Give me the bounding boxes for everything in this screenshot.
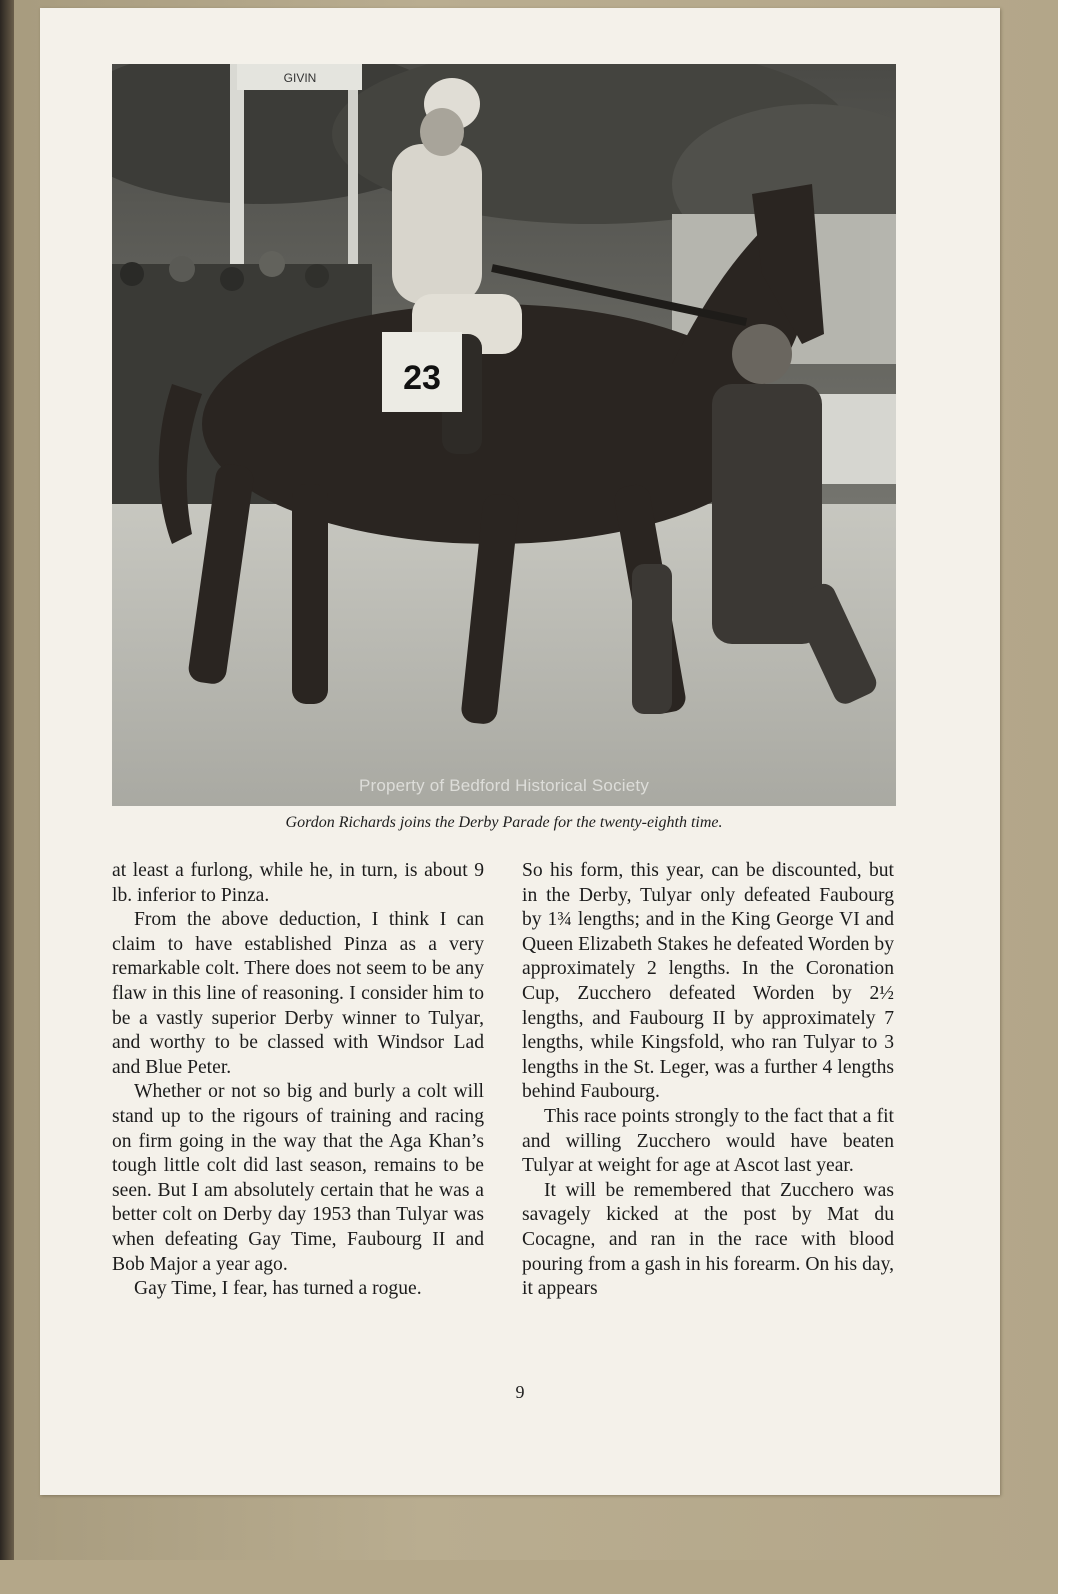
photo-caption: Gordon Richards joins the Derby Parade for the twenty-eighth time. [285, 814, 723, 831]
page-number: 9 [515, 1382, 525, 1402]
paragraph: Whether or not so big and burly a colt will stand up to the rigours of training and racing on firm going in the way that the Aga Khan’s tough little colt did last season, remains to be seen. But I am absolutely certain that he was a better colt on Derby day 1953 than Tulyar was when defeating Gay Time, Faubourg II and Bob Major a year ago. [112, 1081, 484, 1275]
paragraph: So his form, this year, can be discounted, but in the Derby, Tulyar only defeated Faubourg by 1¾ lengths; and in the King George VI and Queen Elizabeth Stakes he defeated Worden by approximately 2 lengths. In the Coronation Cup, Zucchero defeated Worden by 2½ lengths, and Faubourg II by approximately 7 lengths, while Kingsfold, who ran Tulyar to 3 lengths in the St. Leger, was a further 4 lengths behind Faubourg. [522, 860, 894, 1103]
photograph [112, 64, 896, 806]
paragraph: This race points strongly to the fact that a fit and willing Zucchero would have beaten Tulyar at weight for age at Ascot last year. [522, 1105, 894, 1177]
paragraph: at least a furlong, while he, in turn, is about 9 lb. inferior to Pinza. [112, 860, 484, 906]
text-column-right [522, 859, 894, 1302]
stand-post-left [230, 64, 244, 274]
saddle-cloth-number: 23 [403, 359, 441, 397]
paragraph: From the above deduction, I think I can claim to have established Pinza as a very remarkable colt. There does not seem to be any flaw in this line of reasoning. I consider him to be a vastly superior Derby winner to Tulyar, and worthy to be classed with Windsor Lad and Blue Peter. [112, 909, 484, 1078]
watermark: Property of Bedford Historical Society [358, 776, 650, 795]
text-column-left [112, 859, 484, 1302]
mount-board-bottom [0, 1560, 1058, 1594]
stand-sign-text: GIVIN [283, 71, 317, 85]
mount-board-shadow-edge [0, 0, 14, 1594]
paragraph: It will be remembered that Zucchero was savagely kicked at the post by Mat du Cocagne, and ran in the race with blood pouring from a gash in his forearm. On his day, it appears [522, 1179, 894, 1300]
paragraph: Gay Time, I fear, has turned a rogue. [134, 1278, 422, 1300]
horse-and-jockey-photo [112, 64, 896, 806]
magazine-page [40, 8, 1000, 1495]
rail-fence [812, 394, 896, 484]
